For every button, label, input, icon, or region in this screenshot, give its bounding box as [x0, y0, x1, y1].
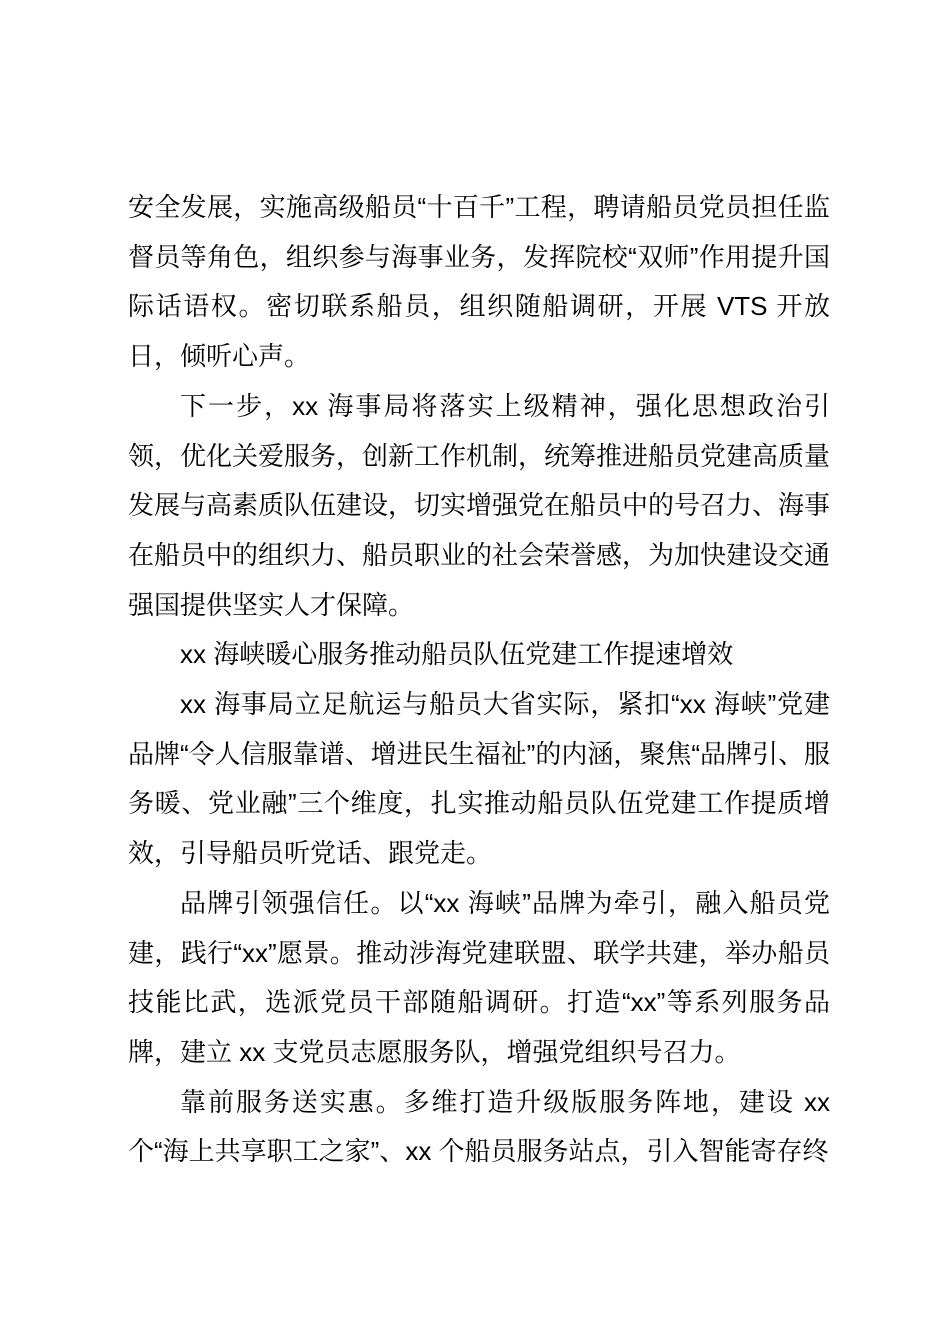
- paragraph: 品牌引领强信任。以“xx 海峡”品牌为牵引，融入船员党建，践行“xx”愿景。推动涉海党建联盟、联学共建，举办船员技能比武，选派党员干部随船调研。打造“xx”等系列服务品牌，建立 xx 支党员志愿服务队，增强党组织号召力。: [128, 887, 830, 1067]
- document-body: [128, 183, 830, 1177]
- paragraph: xx 海事局立足航运与船员大省实际，紧扣“xx 海峡”党建品牌“令人信服靠谱、增进民生福祉”的内涵，聚焦“品牌引、服务暖、党业融”三个维度，扎实推动船员队伍党建工作提质增效，引导船员听党话、跟党走。: [128, 689, 830, 869]
- paragraph: 靠前服务送实惠。多维打造升级版服务阵地，建设 xx 个“海上共享职工之家”、xx 个船员服务站点，引入智能寄存终: [128, 1086, 830, 1167]
- paragraph: 安全发展，实施高级船员“十百千”工程，聘请船员党员担任监督员等角色，组织参与海事业务，发挥院校“双师”作用提升国际话语权。密切联系船员，组织随船调研，开展 VTS 开放日，倾听心声。: [128, 192, 830, 372]
- section-heading: xx 海峡暖心服务推动船员队伍党建工作提速增效: [180, 639, 734, 670]
- paragraph: 下一步，xx 海事局将落实上级精神，强化思想政治引领，优化关爱服务，创新工作机制，统筹推进船员党建高质量发展与高素质队伍建设，切实增强党在船员中的号召力、海事在船员中的组织力、船员职业的社会荣誉感，为加快建设交通强国提供坚实人才保障。: [128, 390, 831, 620]
